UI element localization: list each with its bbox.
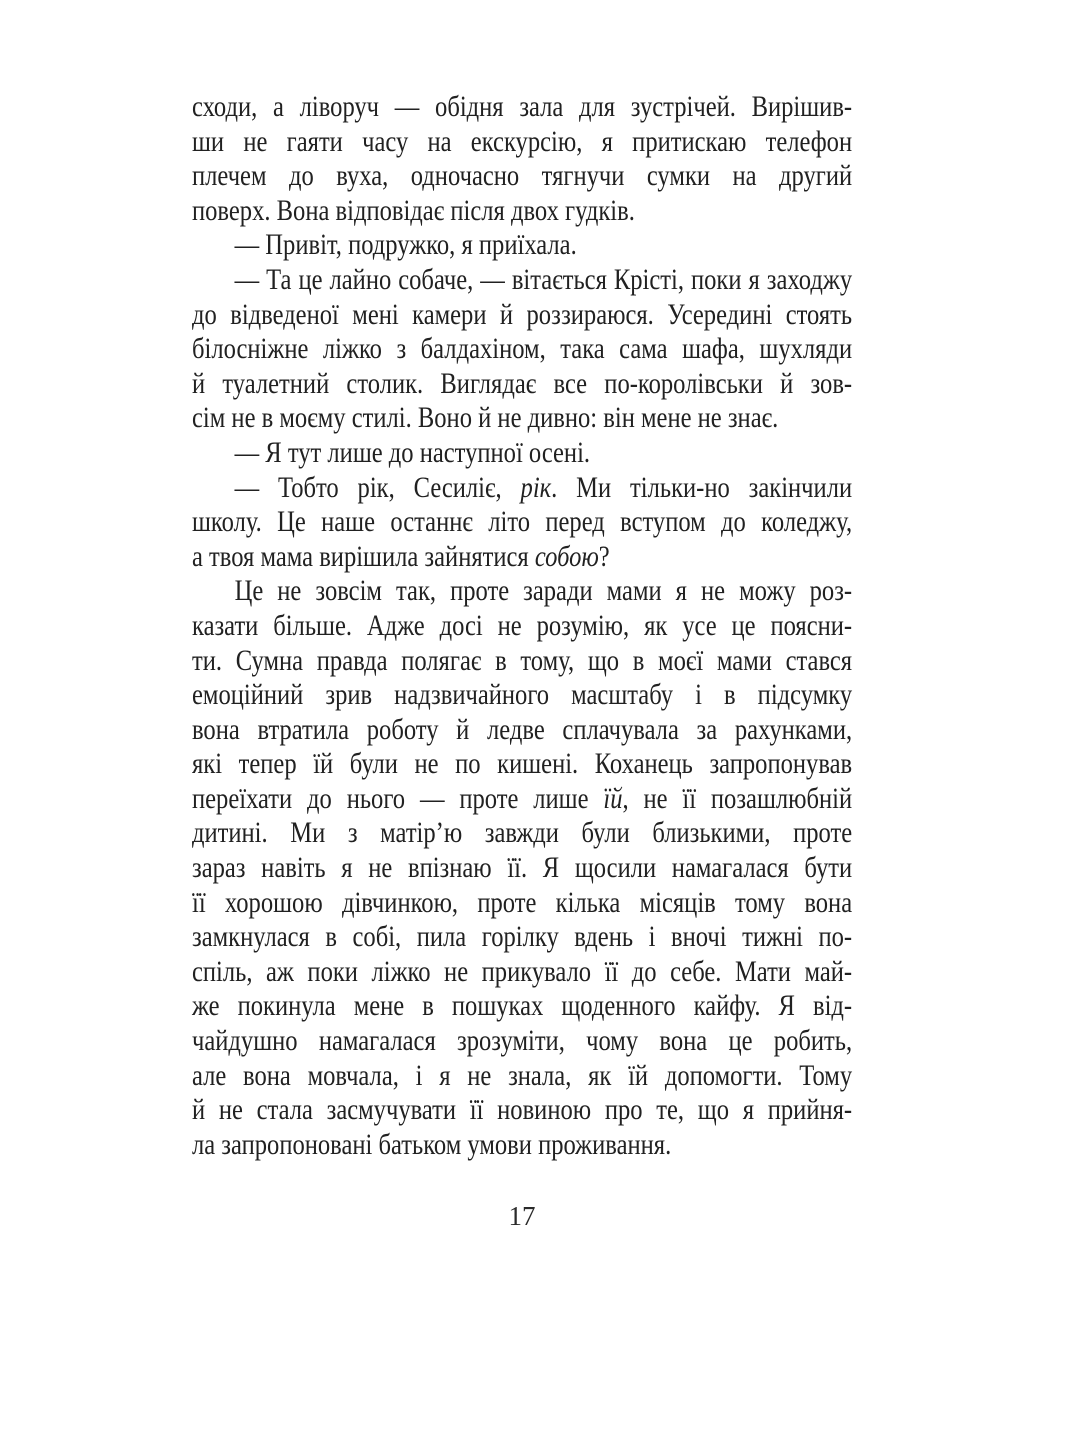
text-segment: але вона мовчала, і я не знала, як їй допомогти. Тому — [192, 1058, 853, 1092]
text-segment: зараз навіть я не впізнаю її. Я щосили намагалася бути — [192, 851, 853, 885]
text-segment: , не її позашлюбній — [622, 781, 853, 815]
text-segment: плечем до вуха, одночасно тягнучи сумки на другий — [192, 159, 853, 193]
text-segment: емоційний зрив надзвичайного масштабу і в підсумку — [192, 678, 853, 712]
text-segment: — Я тут лише до наступної осені. — [234, 435, 591, 469]
text-segment: ла запропоновані батьком умови проживання. — [192, 1127, 672, 1161]
text-line — [192, 1059, 852, 1094]
text-line — [192, 367, 852, 402]
text-segment: замкнулася в собі, пила горілку вдень і вночі тижні по- — [192, 920, 853, 954]
text-segment: школу. Це наше останнє літо перед вступом до коледжу, — [192, 505, 853, 539]
text-segment: . Ми тільки-но закінчили — [551, 470, 853, 504]
text-segment: її хорошою дівчинкою, проте кілька місяців тому вона — [192, 885, 853, 919]
text-segment: Це не зовсім так, проте заради мами я не можу роз- — [234, 574, 853, 608]
text-segment: й туалетний столик. Виглядає все по-королівськи й зов- — [192, 366, 853, 400]
text-segment: спіль, аж поки ліжко не прикувало її до себе. Мати май- — [192, 954, 853, 988]
body-text-block — [192, 90, 852, 1162]
text-line — [192, 609, 852, 644]
text-line — [192, 471, 852, 506]
text-line — [192, 1024, 852, 1059]
text-segment: переїхати до нього — проте лише — [192, 781, 604, 815]
text-line — [192, 574, 852, 609]
text-line — [192, 644, 852, 679]
text-line — [192, 678, 852, 713]
text-line — [192, 920, 852, 955]
text-line — [192, 125, 852, 160]
text-segment: ? — [598, 539, 610, 573]
text-segment: же покинула мене в пошуках щоденного кайфу. Я від- — [192, 989, 853, 1023]
italic-text-segment: їй — [603, 781, 623, 815]
text-segment: й не стала засмучувати її новиною про те, що я прийня- — [192, 1093, 853, 1127]
text-line — [192, 194, 852, 229]
text-line — [192, 401, 852, 436]
text-segment: до відведеної мені камери й роззираюся. Усередині стоять — [192, 297, 853, 331]
text-line — [192, 159, 852, 194]
text-segment: казати більше. Адже досі не розумію, як усе це поясни- — [192, 608, 853, 642]
text-line — [192, 713, 852, 748]
text-line — [192, 955, 852, 990]
text-segment: білосніжне ліжко з балдахіном, така сама шафа, шухляди — [192, 332, 853, 366]
text-line — [192, 90, 852, 125]
text-segment: поверх. Вона відповідає після двох гудків. — [192, 193, 635, 227]
italic-text-segment: собою — [534, 539, 599, 573]
text-line — [192, 851, 852, 886]
text-segment: — Тобто рік, Сесиліє, — [234, 470, 521, 504]
text-line — [192, 1093, 852, 1128]
text-line — [192, 332, 852, 367]
text-line — [192, 505, 852, 540]
text-segment: а твоя мама вирішила зайнятися — [192, 539, 535, 573]
text-segment: чайдушно намагалася зрозуміти, чому вона це робить, — [192, 1024, 853, 1058]
text-line — [192, 886, 852, 921]
text-line — [192, 540, 852, 575]
text-segment: ти. Сумна правда полягає в тому, що в моєї мами стався — [192, 643, 853, 677]
text-line — [192, 1128, 852, 1163]
text-segment: дитині. Ми з матір’ю завжди були близькими, проте — [192, 816, 853, 850]
text-line — [192, 436, 852, 471]
text-line — [192, 816, 852, 851]
text-line — [192, 298, 852, 333]
text-line — [192, 263, 852, 298]
text-segment: сходи, а ліворуч — обідня зала для зустрічей. Вирішив- — [192, 90, 853, 123]
text-line — [192, 782, 852, 817]
italic-text-segment: рік — [520, 470, 552, 504]
text-segment: — Та це лайно собаче, — вітається Крісті, поки я заходжу — [234, 262, 853, 296]
page-number: 17 — [508, 1201, 536, 1231]
text-line — [192, 228, 852, 263]
text-segment: — Привіт, подружко, я приїхала. — [234, 228, 577, 262]
text-line — [192, 989, 852, 1024]
text-segment: сім не в моєму стилі. Воно й не дивно: він мене не знає. — [192, 401, 779, 435]
text-segment: ши не гаяти часу на екскурсію, я притискаю телефон — [192, 124, 853, 158]
text-line — [192, 747, 852, 782]
text-segment: вона втратила роботу й ледве сплачувала за рахунками, — [192, 712, 853, 746]
text-segment: які тепер їй були не по кишені. Коханець запропонував — [192, 747, 853, 781]
